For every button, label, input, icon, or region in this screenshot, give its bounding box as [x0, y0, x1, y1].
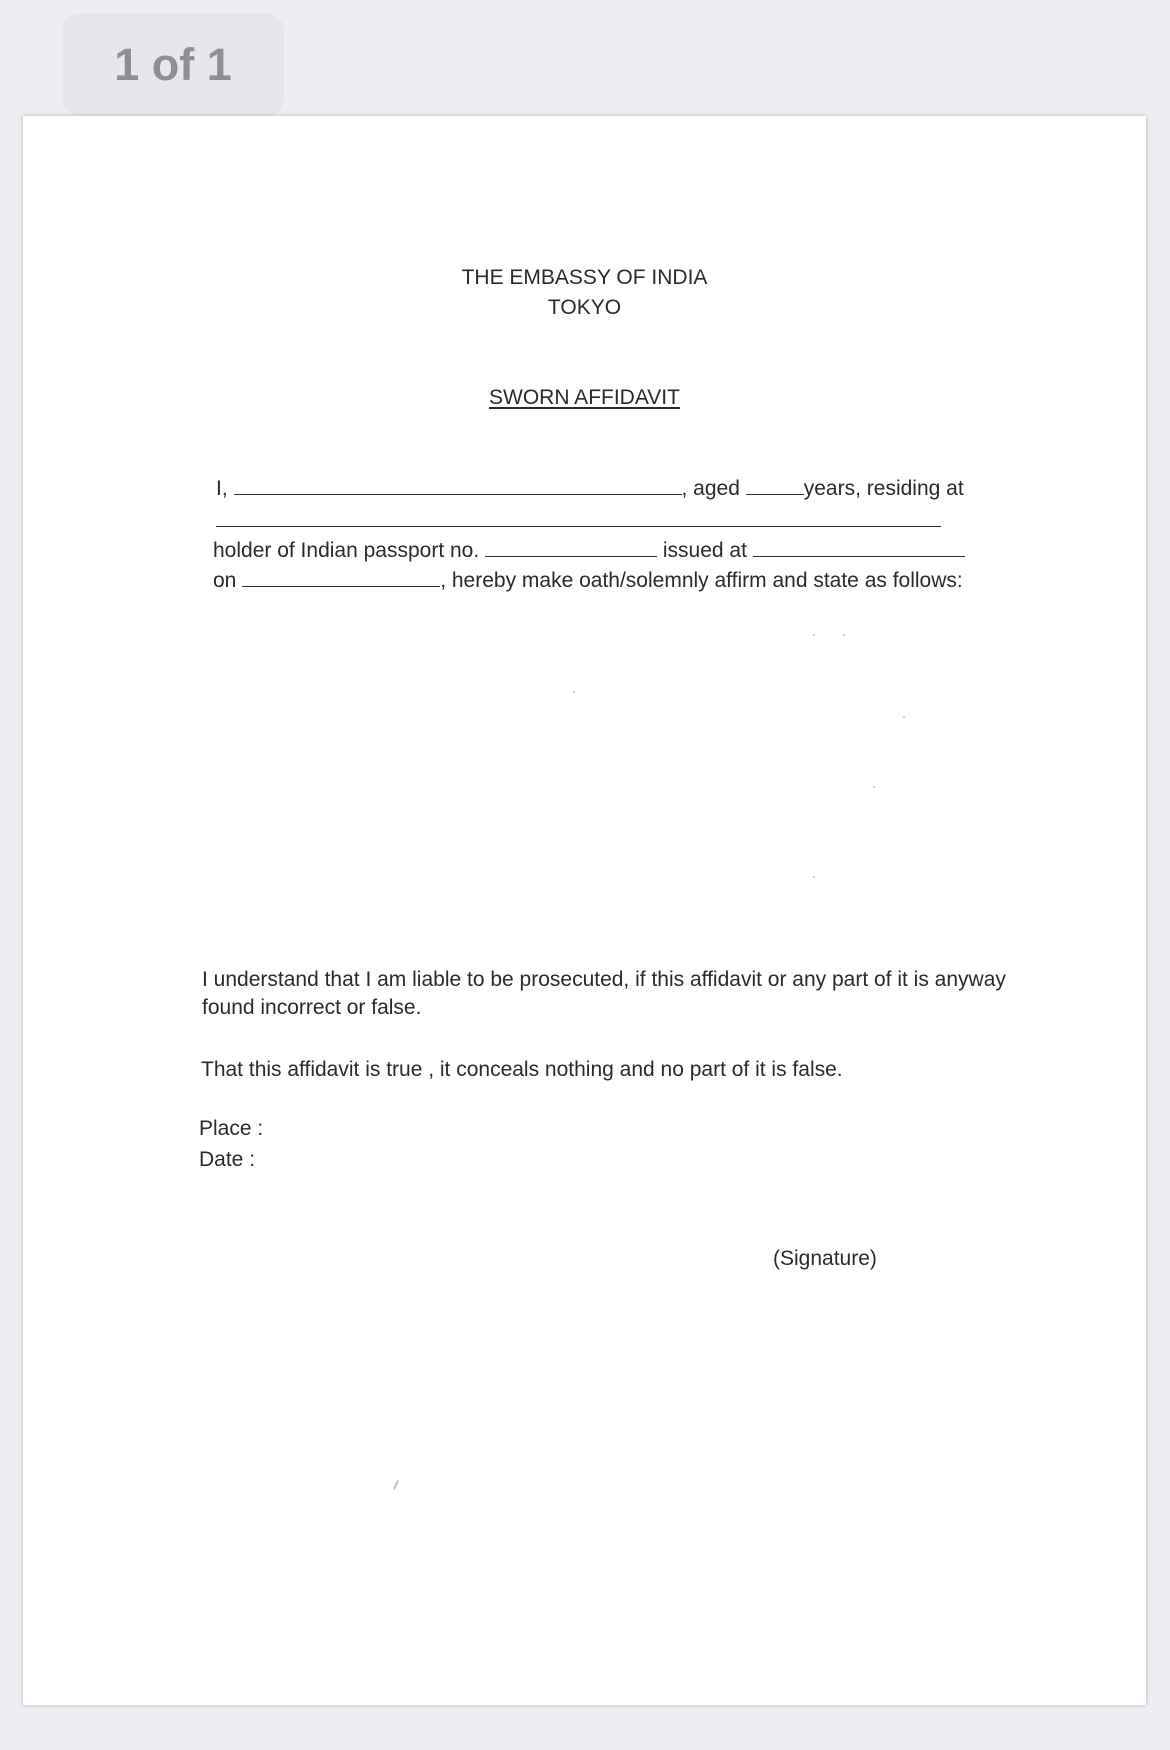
years-residing-label: years, residing at — [803, 477, 964, 500]
name-blank[interactable] — [234, 476, 682, 495]
header-city: TOKYO — [547, 296, 622, 319]
scan-speck — [813, 634, 815, 636]
issued-at-blank[interactable] — [753, 538, 965, 557]
page-indicator-text: 1 of 1 — [114, 38, 232, 90]
passport-number-blank[interactable] — [485, 538, 657, 557]
aged-label: , aged — [681, 477, 740, 500]
affidavit-form — [23, 116, 1146, 1705]
on-label: on — [213, 569, 237, 592]
oath-statement: , hereby make oath/solemnly affirm and state as follows: — [440, 569, 963, 592]
scan-speck — [393, 1480, 399, 1490]
residence-blank[interactable] — [216, 526, 941, 527]
truth-statement: That this affidavit is true , it conceals nothing and no part of it is false. — [201, 1058, 843, 1081]
document-title-text: SWORN AFFIDAVIT — [489, 386, 680, 409]
issue-date-blank[interactable] — [242, 568, 440, 587]
scan-speck — [903, 716, 905, 718]
place-label: Place : — [199, 1117, 264, 1140]
header-embassy: THE EMBASSY OF INDIA — [461, 266, 708, 289]
scan-speck — [873, 786, 875, 788]
document-page — [23, 116, 1146, 1705]
scan-speck — [843, 634, 845, 636]
issued-at-label: issued at — [662, 539, 747, 562]
date-label: Date : — [199, 1148, 256, 1171]
passport-line — [213, 538, 965, 563]
oath-line — [213, 568, 963, 593]
passport-holder-label: holder of Indian passport no. — [213, 539, 480, 562]
declarant-line — [216, 476, 964, 501]
liability-statement-line2: found incorrect or false. — [202, 996, 422, 1019]
age-blank[interactable] — [746, 476, 804, 495]
signature-label: (Signature) — [773, 1247, 877, 1270]
liability-statement-line1: I understand that I am liable to be prosecuted, if this affidavit or any part of it is anyway — [202, 968, 1006, 991]
declarant-prefix: I, — [216, 477, 228, 500]
document-title — [23, 386, 1146, 410]
scan-speck — [573, 691, 575, 693]
page-indicator — [62, 13, 284, 116]
scan-speck — [813, 876, 815, 878]
